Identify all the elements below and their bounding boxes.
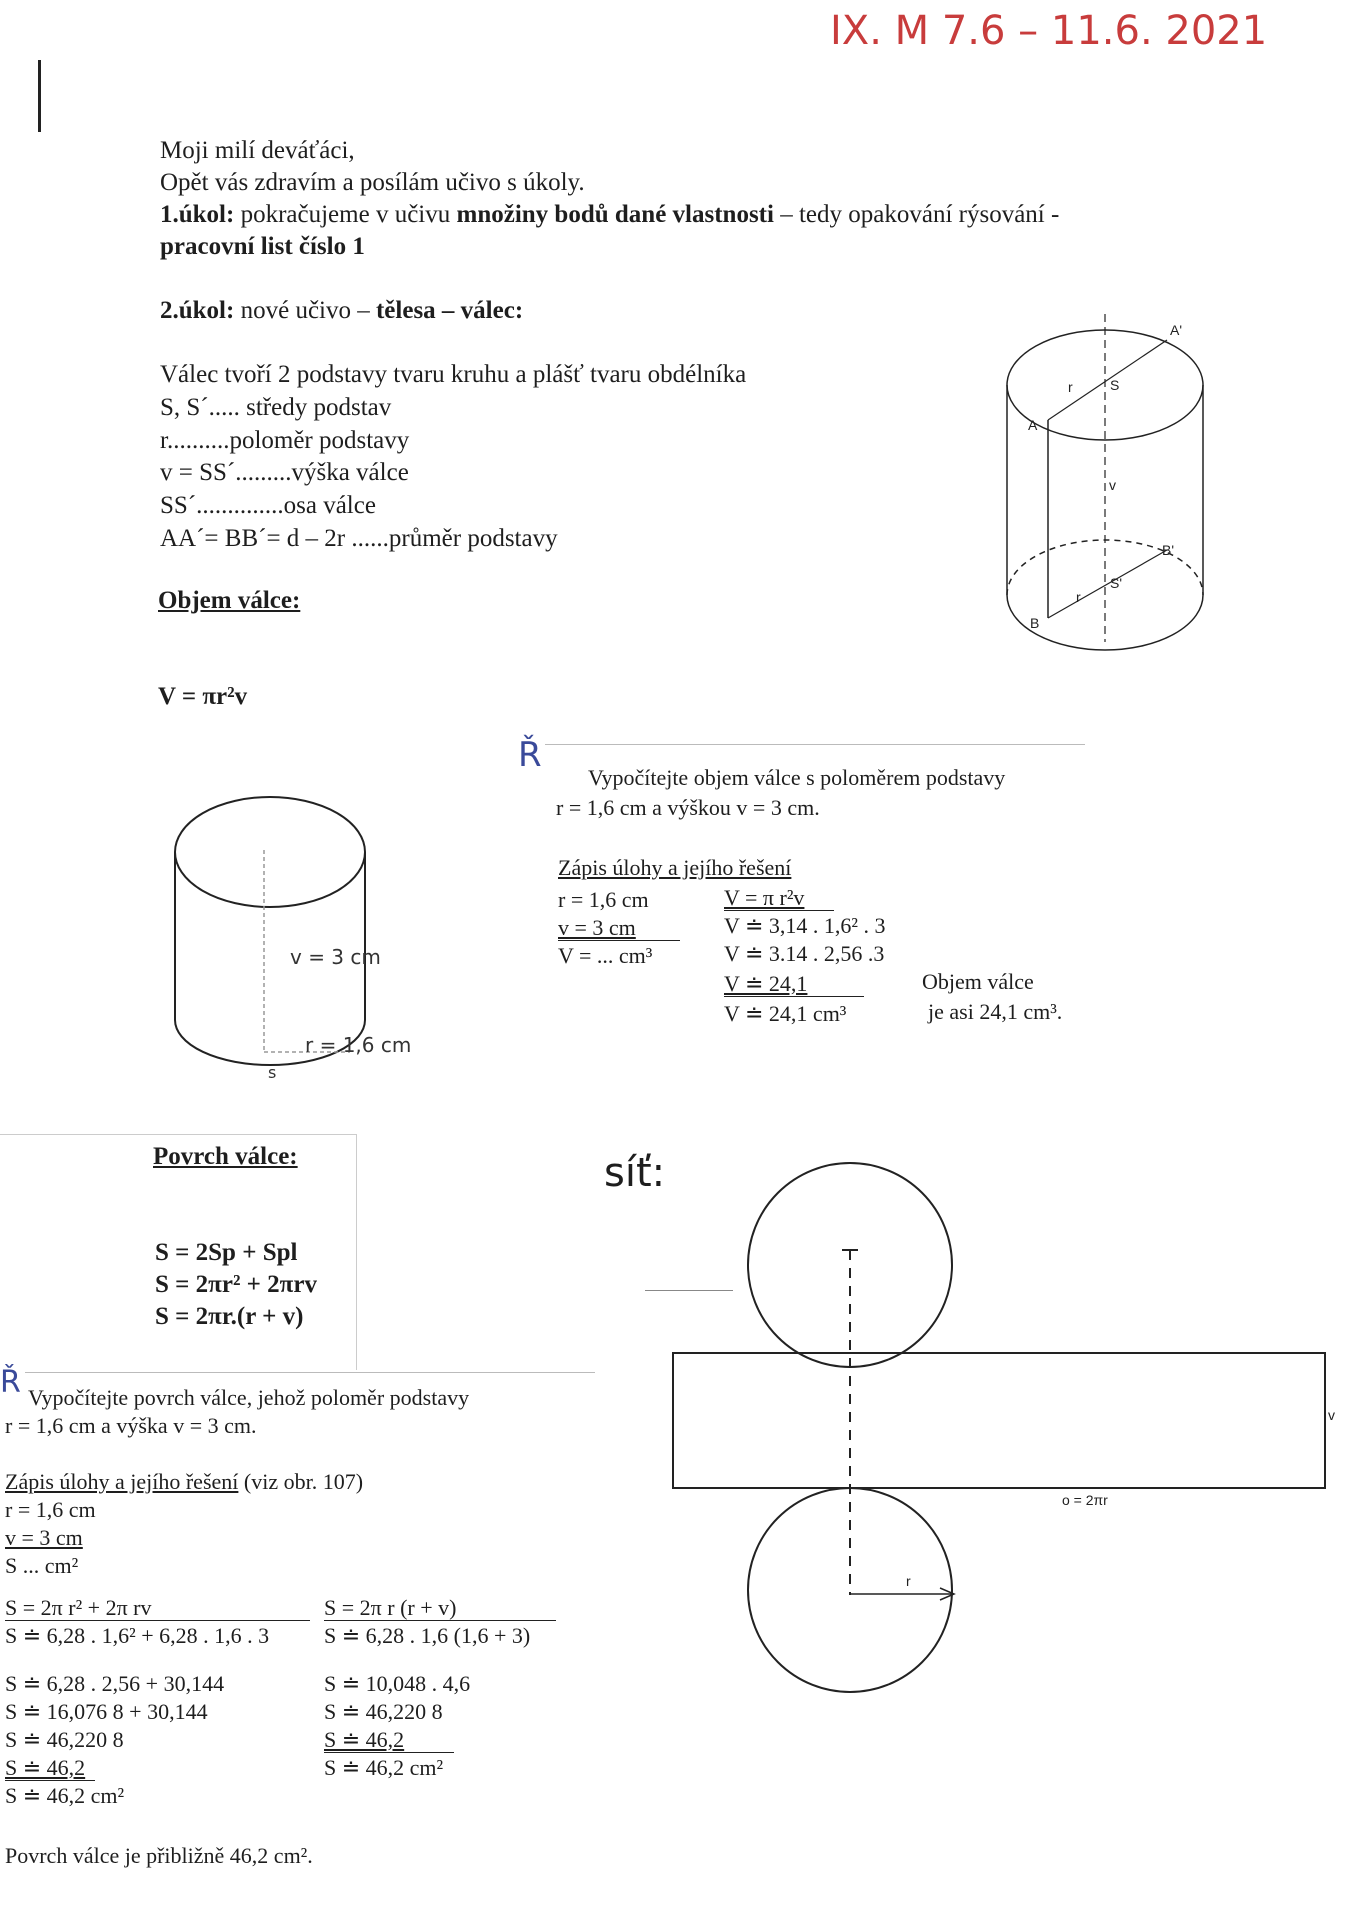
label-v: v: [1109, 477, 1116, 493]
label-r-top: r: [1068, 379, 1073, 395]
surface-solution-heading: [5, 1468, 363, 1496]
surface-formula-1: S = 2Sp + Spl: [155, 1239, 298, 1266]
volume-task-line2: r = 1,6 cm a výškou v = 3 cm.: [556, 795, 820, 820]
surface-right-b-underline: [324, 1752, 454, 1753]
task2-bold: tělesa – válec:: [375, 297, 524, 324]
surface-left-b-underline: [5, 1780, 95, 1781]
handwritten-date: IX. M 7.6 – 11.6. 2021: [830, 8, 1268, 54]
surface-given-unknown: S ... cm²: [5, 1553, 79, 1578]
volume-step-5: V ≐ 24,1 cm³: [724, 1001, 847, 1026]
volume-answer-line2: je asi 24,1 cm³.: [928, 999, 1063, 1024]
surface-left-b-2: S ≐ 16,076 8 + 30,144: [5, 1699, 208, 1724]
cylinder-net: [670, 1150, 1335, 1710]
definition-4: v = SS´.........výška válce: [160, 459, 409, 486]
definition-2: S, S´..... středy podstav: [160, 394, 392, 421]
label-s-prime: S': [1110, 575, 1123, 591]
label-r-bottom: r: [1076, 589, 1081, 605]
margin-mark: [38, 60, 41, 132]
surface-right-b-1: S ≐ 10,048 . 4,6: [324, 1671, 471, 1696]
volume-step4-underline: [724, 996, 864, 997]
definition-1: Válec tvoří 2 podstavy tvaru kruhu a plášť tvaru obdélníka: [160, 361, 747, 388]
surface-right-b-3: S ≐ 46,2: [324, 1727, 405, 1752]
volume-task-mark: Ř: [518, 735, 542, 775]
surface-solution-heading-text: Zápis úlohy a jejího řešení: [5, 1469, 239, 1494]
net-v-label: v: [1328, 1407, 1335, 1423]
surface-left-a-1: S = 2π r² + 2π rv: [5, 1595, 152, 1620]
net-label: síť:: [604, 1150, 666, 1196]
definition-6: AA´= BB´= d – 2r ......průměr podstavy: [160, 525, 558, 552]
task2-text-a: nové učivo –: [234, 297, 376, 324]
surface-right-a-1: S = 2π r (r + v): [324, 1595, 457, 1620]
volume-step-4: V ≐ 24,1: [724, 971, 808, 996]
surface-right-b-4: S ≐ 46,2 cm²: [324, 1755, 444, 1780]
volume-heading: Objem válce:: [158, 587, 301, 614]
sketch-r-label: r = 1,6 cm: [305, 1033, 412, 1057]
surface-left-b-1: S ≐ 6,28 . 2,56 + 30,144: [5, 1671, 225, 1696]
surface-right-a-underline: [324, 1620, 556, 1621]
volume-task-rule: [545, 744, 1085, 745]
surface-left-b-3: S ≐ 46,220 8: [5, 1727, 124, 1752]
surface-solution-ref: (viz obr. 107): [238, 1469, 364, 1494]
label-a-prime: A': [1170, 322, 1183, 338]
volume-given-unknown: V = ... cm³: [558, 943, 653, 968]
surface-conclusion: Povrch válce je přibližně 46,2 cm².: [5, 1843, 313, 1868]
label-b-prime: B': [1162, 542, 1175, 558]
volume-step-2: V ≐ 3,14 . 1,6² . 3: [724, 913, 886, 938]
volume-solution-heading: Zápis úlohy a jejího řešení: [558, 855, 792, 880]
sketch-s-label: s: [268, 1063, 277, 1082]
volume-step-1: V = π r²v: [724, 885, 805, 910]
surface-given-v: v = 3 cm: [5, 1525, 83, 1550]
volume-given-v: v = 3 cm: [558, 915, 636, 940]
volume-step1-underline: [724, 910, 834, 911]
volume-formula: V = πr²v: [158, 683, 248, 710]
definition-5: SS´..............osa válce: [160, 492, 376, 519]
volume-step-3: V ≐ 3.14 . 2,56 .3: [724, 941, 885, 966]
greeting: Moji milí deváťáci,: [160, 137, 355, 164]
surface-left-a-underline: [5, 1620, 310, 1621]
surface-formula-2: S = 2πr² + 2πrv: [155, 1271, 317, 1298]
surface-left-b-4: S ≐ 46,2: [5, 1755, 86, 1780]
surface-box-top: [0, 1134, 356, 1135]
task2-label: 2.úkol:: [160, 297, 235, 324]
definition-3: r..........poloměr podstavy: [160, 427, 410, 454]
surface-left-b-5: S ≐ 46,2 cm²: [5, 1783, 125, 1808]
task1-bold: množiny bodů dané vlastnosti: [456, 201, 774, 228]
label-b: B: [1030, 615, 1040, 631]
task1-line2: pracovní list číslo 1: [160, 233, 365, 260]
surface-right-b-2: S ≐ 46,220 8: [324, 1699, 443, 1724]
volume-answer-line1: Objem válce: [922, 969, 1034, 994]
surface-heading: Povrch válce:: [153, 1143, 298, 1170]
volume-task-line1: Vypočítejte objem válce s poloměrem podstavy: [588, 765, 1006, 790]
task2: [160, 296, 523, 326]
surface-box-side: [356, 1134, 357, 1370]
task1-text-a: pokračujeme v učivu: [234, 201, 457, 228]
volume-given-r: r = 1,6 cm: [558, 887, 649, 912]
sketch-v-label: v = 3 cm: [290, 945, 381, 969]
surface-right-a-2: S ≐ 6,28 . 1,6 (1,6 + 3): [324, 1623, 531, 1648]
surface-left-a-2: S ≐ 6,28 . 1,6² + 6,28 . 1,6 . 3: [5, 1623, 270, 1648]
label-s: S: [1110, 377, 1120, 393]
surface-task-line2: r = 1,6 cm a výška v = 3 cm.: [5, 1413, 257, 1438]
volume-given-underline: [558, 940, 680, 941]
net-o-label: o = 2πr: [1062, 1492, 1108, 1508]
task1-label: 1.úkol:: [160, 201, 235, 228]
task1: [160, 200, 1059, 230]
surface-task-mark: Ř: [0, 1365, 21, 1400]
net-r-label: r: [906, 1573, 911, 1589]
cylinder-diagram: [1000, 310, 1220, 650]
surface-task-rule: [25, 1372, 595, 1373]
task1-text-b: – tedy opakování rýsování -: [773, 201, 1060, 228]
label-a: A: [1028, 417, 1038, 433]
surface-task-line1: Vypočítejte povrch válce, jehož poloměr podstavy: [28, 1385, 470, 1410]
surface-given-r: r = 1,6 cm: [5, 1497, 96, 1522]
intro-line2: Opět vás zdravím a posílám učivo s úkoly.: [160, 169, 585, 196]
surface-formula-3: S = 2πr.(r + v): [155, 1303, 304, 1330]
